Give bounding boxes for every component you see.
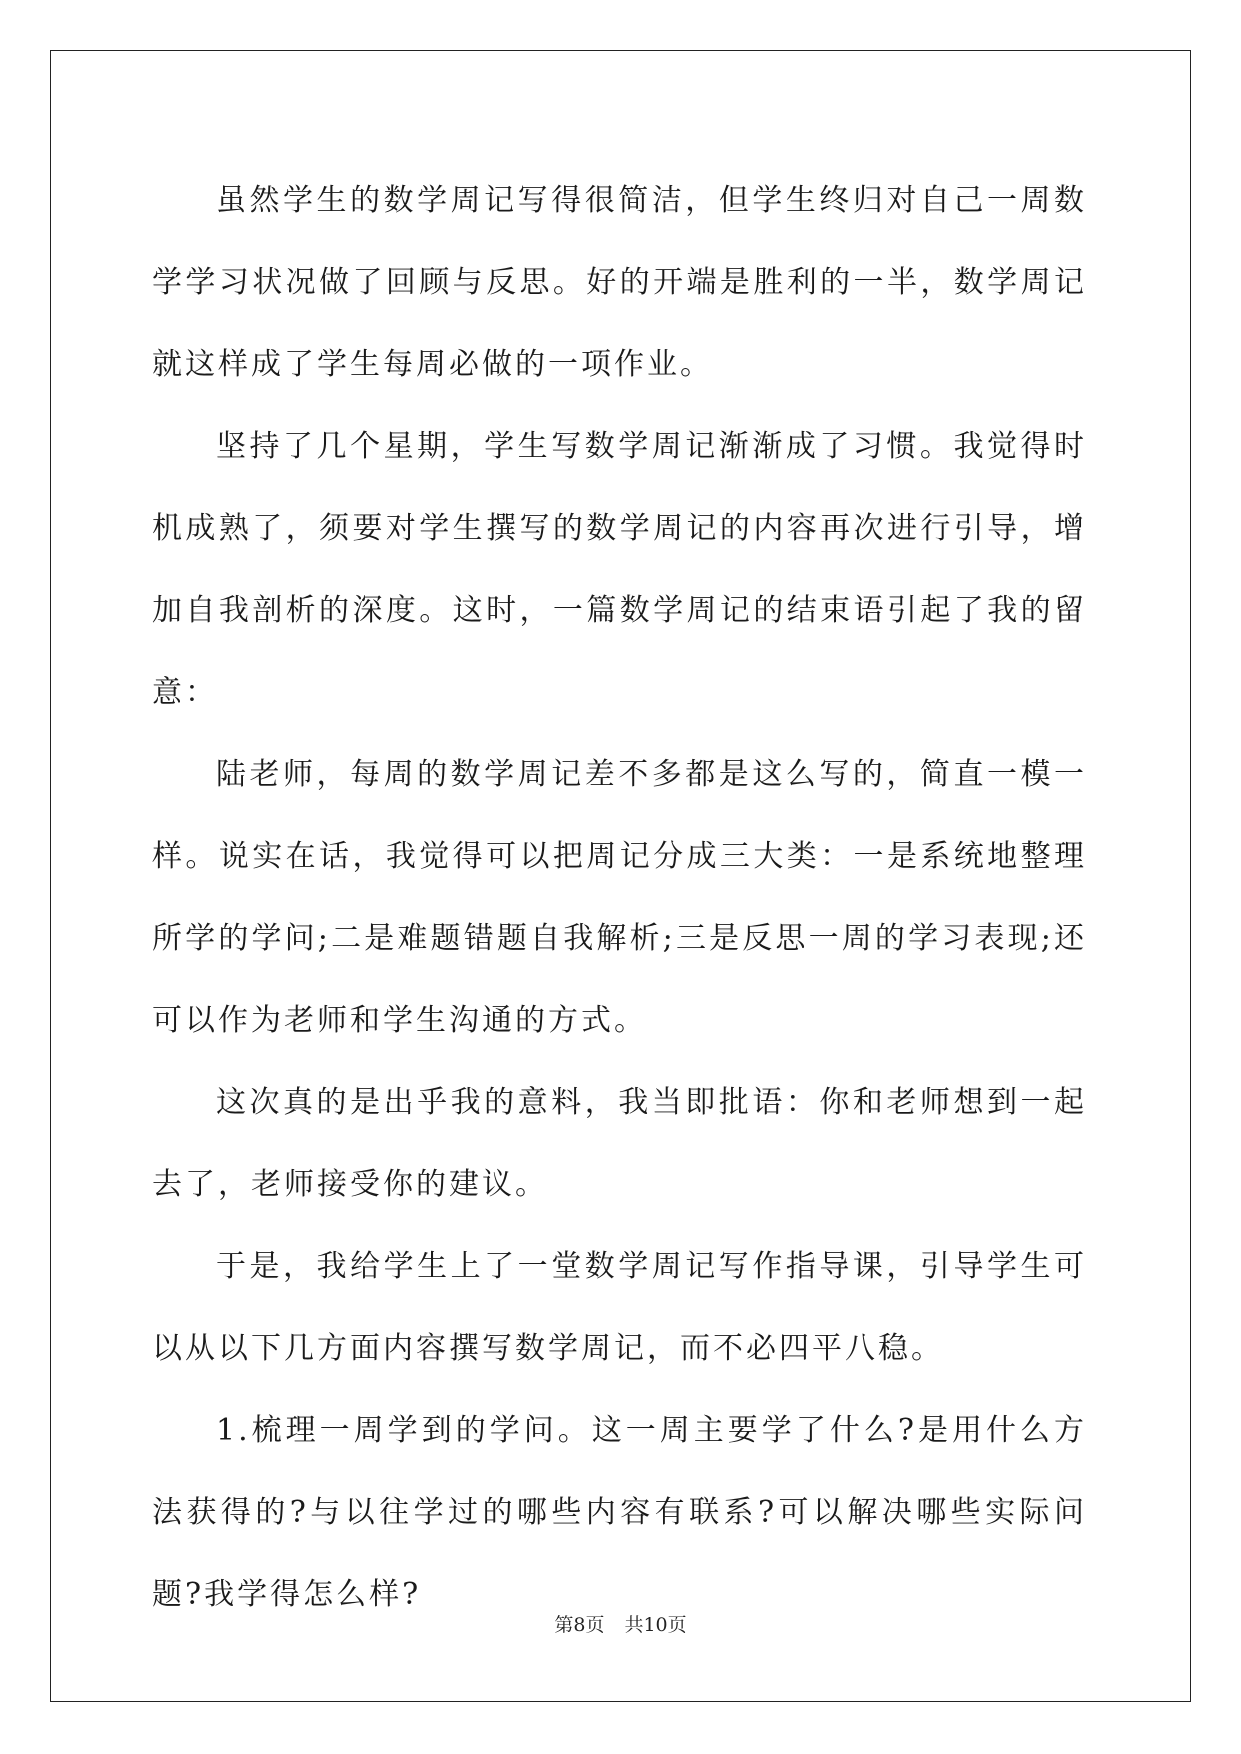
page-total: 共10页	[624, 1614, 687, 1636]
paragraph: 这次真的是出乎我的意料，我当即批语：你和老师想到一起去了，老师接受你的建议。	[152, 1085, 1087, 1202]
paragraph: 于是，我给学生上了一堂数学周记写作指导课，引导学生可以从以下几方面内容撰写数学周记，而不必四平八稳。	[152, 1249, 1087, 1366]
document-body	[152, 160, 1087, 1636]
paragraph: 陆老师，每周的数学周记差不多都是这么写的，简直一模一样。说实在话，我觉得可以把周记分成三大类：一是系统地整理所学的学问;二是难题错题自我解析;三是反思一周的学习表现;还可以作为老师和学生沟通的方式。	[152, 757, 1087, 1038]
page-footer	[0, 1613, 1241, 1637]
paragraph: 虽然学生的数学周记写得很简洁，但学生终归对自己一周数学学习状况做了回顾与反思。好的开端是胜利的一半，数学周记就这样成了学生每周必做的一项作业。	[152, 183, 1087, 382]
page-number: 第8页	[554, 1614, 605, 1636]
paragraph: 1.梳理一周学到的学问。这一周主要学了什么?是用什么方法获得的?与以往学过的哪些内容有联系?可以解决哪些实际问题?我学得怎么样?	[152, 1413, 1087, 1612]
paragraph: 坚持了几个星期，学生写数学周记渐渐成了习惯。我觉得时机成熟了，须要对学生撰写的数学周记的内容再次进行引导，增加自我剖析的深度。这时，一篇数学周记的结束语引起了我的留意：	[152, 429, 1087, 710]
